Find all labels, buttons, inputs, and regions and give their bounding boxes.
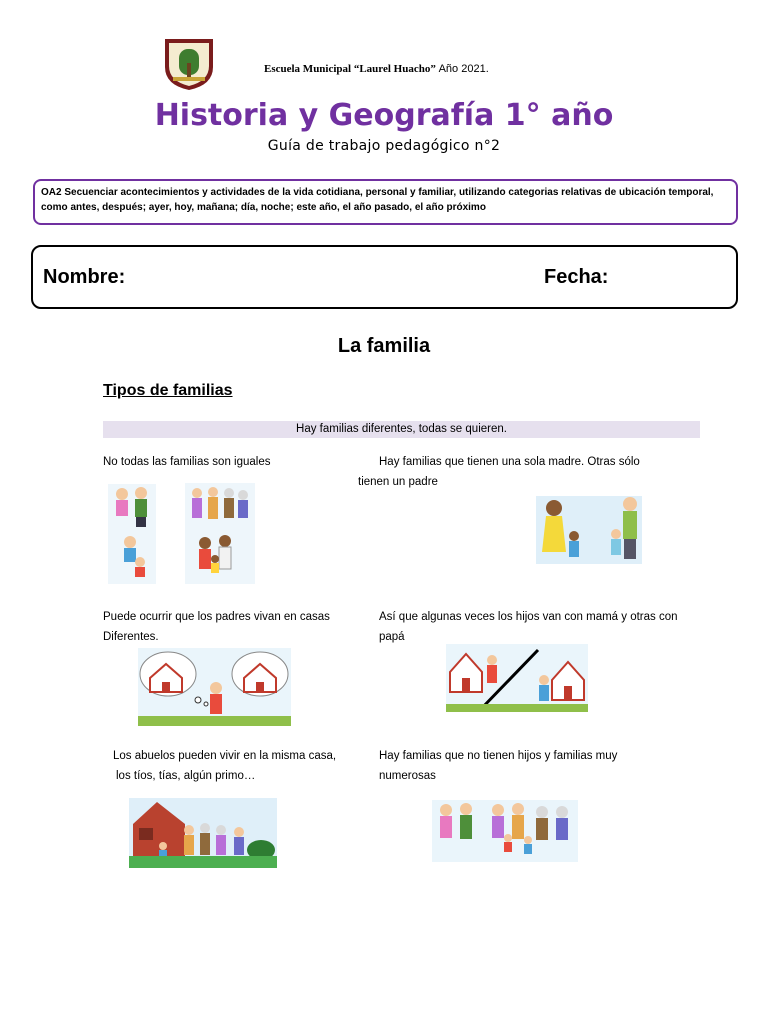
text-parents-different-houses-a: Puede ocurrir que los padres vivan en casas [103, 611, 330, 623]
extended-family-house-illustration [129, 798, 277, 868]
family-illustration-small [108, 484, 156, 584]
learning-objective-box: OA2 Secuenciar acontecimientos y actividades de la vida cotidiana, personal y familiar, utilizando categorias relativas de ubicación temporal, como antes, después; ayer, hoy, mañana; día, noche; este año, el año pasado, el año próximo [33, 179, 738, 225]
two-houses-thought-illustration [138, 648, 291, 726]
text-no-children-b: numerosas [379, 770, 436, 782]
subsection-title: Tipos de familias [103, 382, 233, 399]
section-title: La familia [337, 335, 431, 357]
banner-text: Hay familias diferentes, todas se quieren. [103, 421, 700, 438]
school-year: Año 2021. [438, 63, 489, 75]
text-single-parent-b: tienen un padre [358, 476, 438, 488]
school-line [264, 63, 489, 75]
text-grandparents-b: los tíos, tías, algún primo… [116, 770, 256, 782]
text-no-children-a: Hay familias que no tienen hijos y familias muy [379, 750, 618, 762]
text-parents-different-houses-b: Diferentes. [103, 631, 159, 643]
page-title: Historia y Geografía 1° año [154, 98, 614, 133]
text-kids-alternate-a: Así que algunas veces los hijos van con mamá y otras con [379, 611, 678, 623]
child-between-houses-illustration [446, 644, 588, 712]
text-kids-alternate-b: papá [379, 631, 405, 643]
text-single-parent-a: Hay familias que tienen una sola madre. Otras sólo [379, 456, 640, 468]
name-label: Nombre: [43, 266, 126, 288]
single-parent-illustration [536, 496, 642, 564]
text-families-not-equal: No todas las familias son iguales [103, 456, 271, 468]
school-name: Escuela Municipal “Laurel Huacho” [264, 63, 436, 75]
page-subtitle: Guía de trabajo pedagógico n°2 [267, 138, 501, 154]
text-grandparents-a: Los abuelos pueden vivir en la misma casa, [113, 750, 337, 762]
family-illustration-large [185, 483, 255, 584]
student-info-box [31, 245, 738, 309]
date-label: Fecha: [544, 266, 609, 288]
large-family-illustration [432, 800, 578, 862]
school-crest-logo [163, 37, 215, 91]
